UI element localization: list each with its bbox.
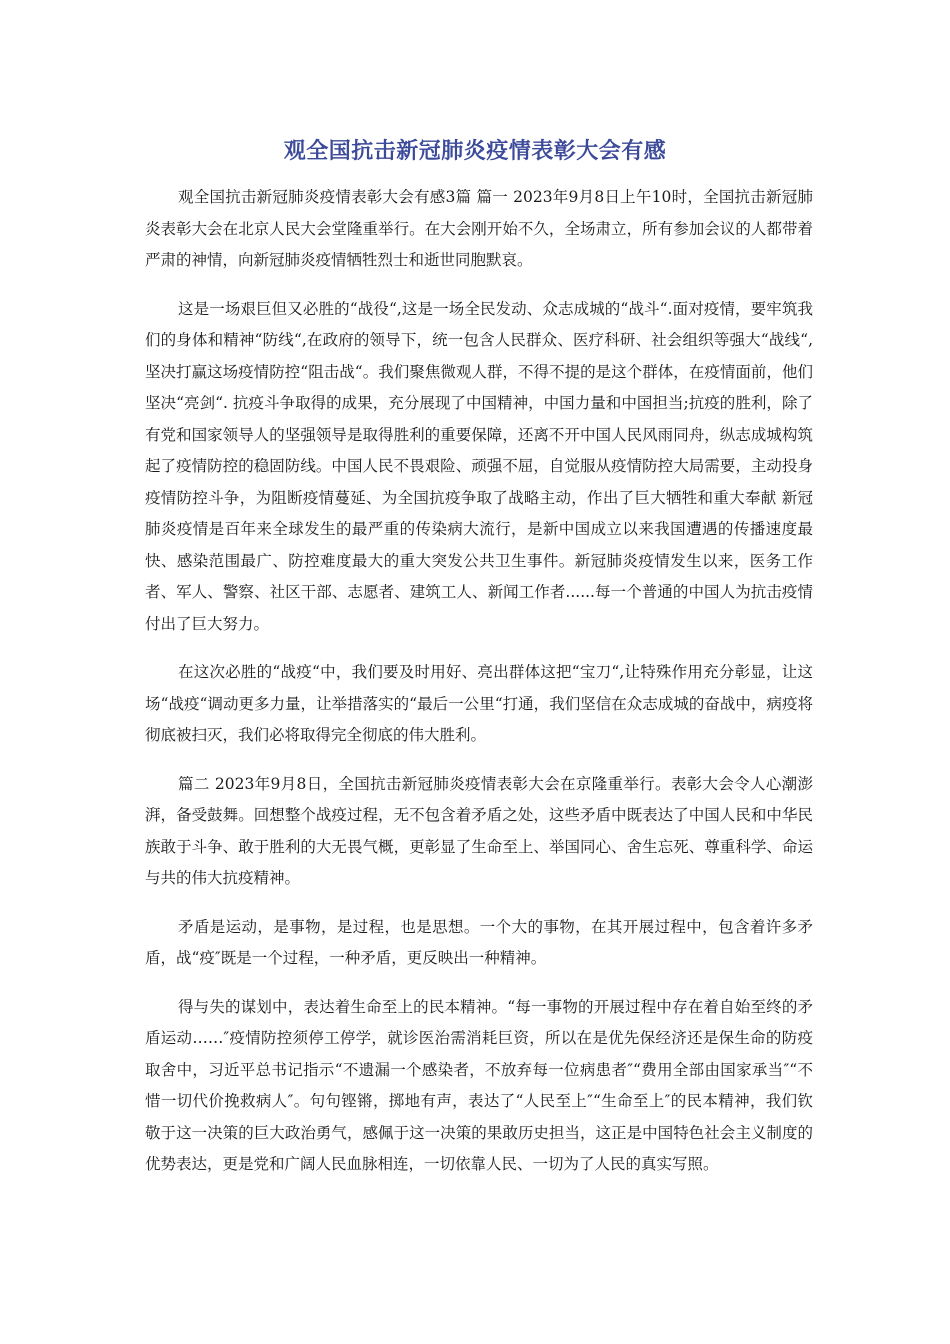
paragraph: 矛盾是运动，是事物，是过程，也是思想。一个大的事物，在其开展过程中，包含着许多矛盾，战“疫″既是一个过程，一种矛盾，更反映出一种精神。 — [145, 917, 813, 967]
paragraph: 得与失的谋划中，表达着生命至上的民本精神。“每一事物的开展过程中存在着自始至终的矛盾运动……″疫情防控须停工停学，就诊医治需消耗巨资，所以在是优先保经济还是保生命的防疫取舍中，习近平总书记指示“不遗漏一个感染者，不放弃每一位病患者″“费用全部由国家承当″“不惜一切代价挽救病人″。句句铿锵，掷地有声，表达了“人民至上″“生命至上″的民本精神，我们钦敬于这一决策的巨大政治勇气，感佩于这一决策的果敢历史担当，这正是中国特色社会主义制度的优势表达，更是党和广阔人民血脉相连，一切依靠人民、一切为了人民的真实写照。 — [145, 997, 813, 1173]
document-title: 观全国抗击新冠肺炎疫情表彰大会有感 — [283, 139, 667, 164]
paragraph: 观全国抗击新冠肺炎疫情表彰大会有感3篇 篇一 2023年9月8日上午10时，全国抗击新冠肺炎表彰大会在北京人民大会堂隆重举行。在大会刚开始不久，全场肃立，所有参加会议的人都带着严肃的神情，向新冠肺炎疫情牺牲烈士和逝世同胞默哀。 — [145, 188, 813, 269]
paragraph: 在这次必胜的“战疫“中，我们要及时用好、亮出群体这把“宝刀“,让特殊作用充分彰显，让这场“战疫“调动更多力量，让举措落实的“最后一公里“打通，我们坚信在众志成城的奋战中，病疫将彻底被扫灭，我们必将取得完全彻底的伟大胜利。 — [145, 663, 813, 744]
paragraph: 这是一场艰巨但又必胜的“战役“,这是一场全民发动、众志成城的“战斗“.面对疫情，要牢筑我们的身体和精神“防线“,在政府的领导下，统一包含人民群众、医疗科研、社会组织等强大“战线“,坚决打赢这场疫情防控“阻击战“。我们聚焦微观人群，不得不提的是这个群体，在疫情面前，他们坚决“亮剑“. 抗疫斗争取得的成果，充分展现了中国精神，中国力量和中国担当;抗疫的胜利，除了有党和国家领导人的坚强领导是取得胜利的重要保障，还离不开中国人民风雨同舟，纵志成城构筑起了疫情防控的稳固防线。中国人民不畏艰险、顽强不屈，自觉服从疫情防控大局需要，主动投身疫情防控斗争，为阻断疫情蔓延、为全国抗疫争取了战略主动，作出了巨大牺牲和重大奉献 新冠肺炎疫情是百年来全球发生的最严重的传染病大流行，是新中国成立以来我国遭遇的传播速度最快、感染范围最广、防控难度最大的重大突发公共卫生事件。新冠肺炎疫情发生以来，医务工作者、军人、警察、社区干部、志愿者、建筑工人、新闻工作者......每一个普通的中国人为抗击疫情付出了巨大努力。 — [145, 299, 813, 633]
document-body — [145, 182, 813, 1198]
paragraph: 篇二 2023年9月8日，全国抗击新冠肺炎疫情表彰大会在京隆重举行。表彰大会令人心潮澎湃，备受鼓舞。回想整个战疫过程，无不包含着矛盾之处，这些矛盾中既表达了中国人民和中华民族敢于斗争、敢于胜利的大无畏气概，更彰显了生命至上、举国同心、舍生忘死、尊重科学、命运与共的伟大抗疫精神。 — [145, 774, 813, 887]
